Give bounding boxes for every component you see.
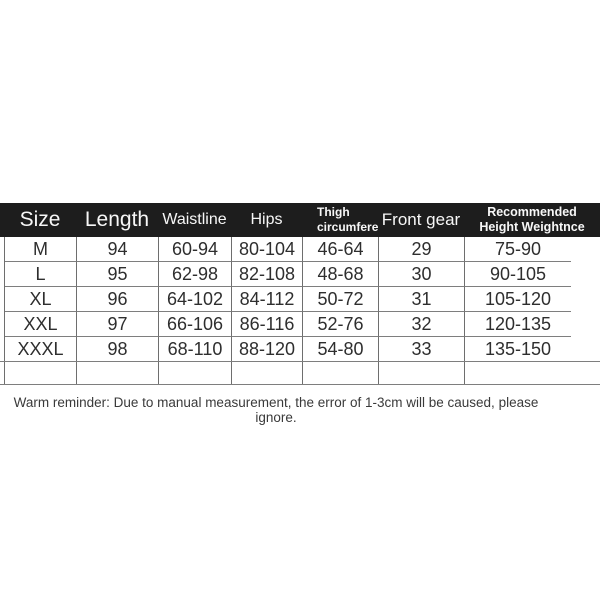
cell-thigh: 48-68 [303, 262, 379, 287]
cell-front-gear: 32 [379, 312, 465, 337]
cell-front-gear: 31 [379, 287, 465, 312]
cell-size: XXL [5, 312, 77, 337]
cell-waistline: 60-94 [159, 237, 232, 262]
header-line-1: Recommended [487, 205, 577, 219]
cell-length: 96 [77, 287, 159, 312]
size-chart-table-body [4, 237, 571, 385]
column-header-length: Length [84, 207, 150, 231]
header-line-1: Thigh [317, 205, 350, 219]
cell-hips: 82-108 [232, 262, 303, 287]
warm-reminder-note: Warm reminder: Due to manual measurement, the error of 1-3cm will be caused, please ignore. [13, 395, 539, 425]
cell-recommended: 120-135 [465, 312, 571, 337]
column-header-hips: Hips [250, 210, 283, 228]
cell-front-gear: 33 [379, 337, 465, 362]
cell-thigh: 50-72 [303, 287, 379, 312]
cell-waistline: 66-106 [159, 312, 232, 337]
cell-waistline: 68-110 [159, 337, 232, 362]
column-header-thigh-circumference [302, 203, 378, 237]
column-header-waistline: Waistline [162, 210, 227, 228]
table-bottom-rule [0, 384, 600, 385]
header-line-2: circumfere [317, 220, 379, 234]
cell-thigh: 52-76 [303, 312, 379, 337]
cell-waistline: 64-102 [159, 287, 232, 312]
cell-hips: 88-120 [232, 337, 303, 362]
cell-empty [465, 362, 571, 385]
cell-length: 97 [77, 312, 159, 337]
cell-thigh: 46-64 [303, 237, 379, 262]
table-rule-under-xxxl-row [0, 361, 600, 362]
cell-length: 98 [77, 337, 159, 362]
cell-hips: 86-116 [232, 312, 303, 337]
column-header-size: Size [19, 207, 61, 231]
cell-length: 95 [77, 262, 159, 287]
cell-front-gear: 30 [379, 262, 465, 287]
cell-empty [77, 362, 159, 385]
cell-size: XXXL [5, 337, 77, 362]
cell-empty [5, 362, 77, 385]
cell-hips: 80-104 [232, 237, 303, 262]
cell-thigh: 54-80 [303, 337, 379, 362]
cell-waistline: 62-98 [159, 262, 232, 287]
table-header-band [0, 203, 600, 237]
cell-front-gear: 29 [379, 237, 465, 262]
column-header-recommended-height-weight [464, 203, 600, 237]
cell-empty [379, 362, 465, 385]
column-header-front-gear: Front gear [381, 210, 461, 230]
cell-hips: 84-112 [232, 287, 303, 312]
cell-recommended: 75-90 [465, 237, 571, 262]
cell-empty [232, 362, 303, 385]
cell-recommended: 90-105 [465, 262, 571, 287]
cell-size: XL [5, 287, 77, 312]
cell-size: L [5, 262, 77, 287]
cell-size: M [5, 237, 77, 262]
cell-recommended: 105-120 [465, 287, 571, 312]
cell-empty [303, 362, 379, 385]
header-line-2: Height Weightnce [479, 220, 585, 234]
cell-recommended: 135-150 [465, 337, 571, 362]
cell-empty [159, 362, 232, 385]
cell-length: 94 [77, 237, 159, 262]
